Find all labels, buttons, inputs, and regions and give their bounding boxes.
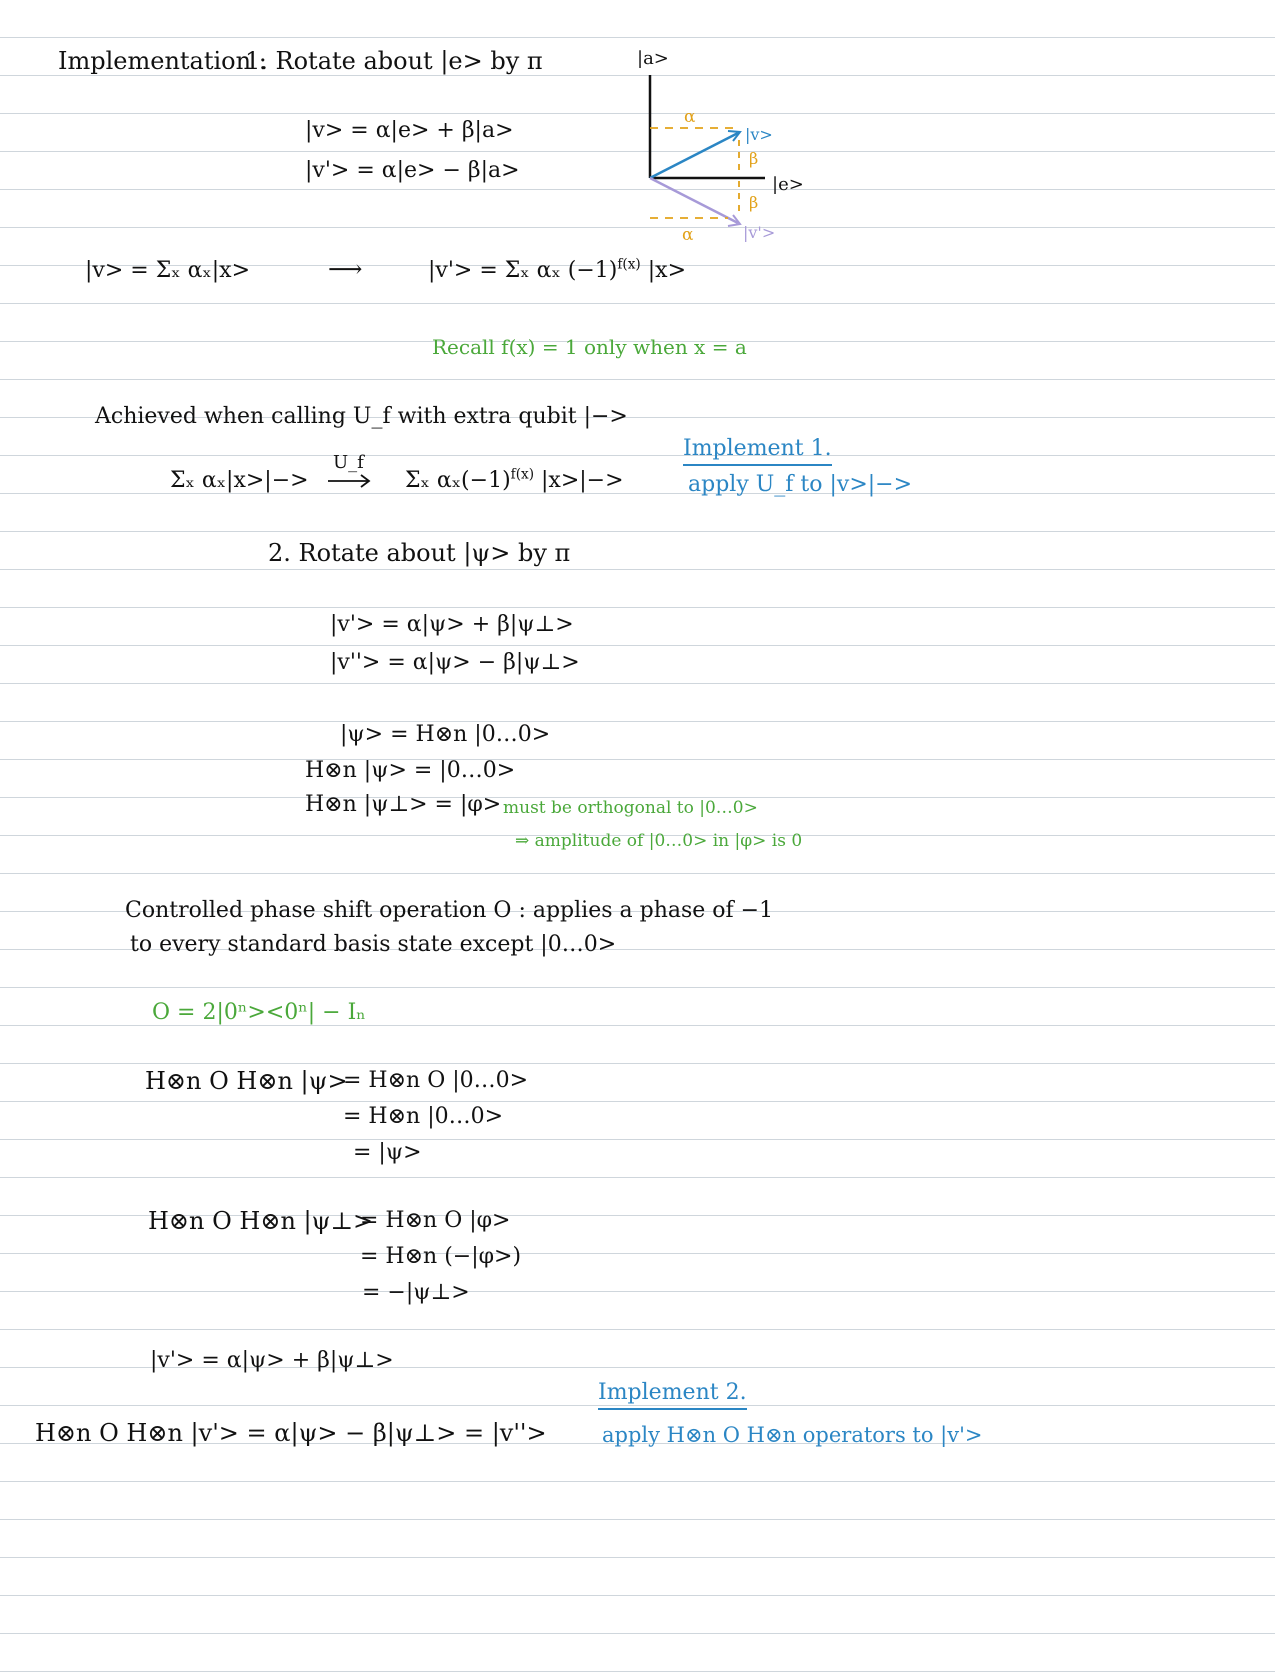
- sum-rhs: |v'> = Σₓ αₓ $(-1)^{f(x)}$ |x>: [428, 256, 686, 283]
- psi-definition: |ψ> = H⊗n |0…0>: [340, 722, 551, 747]
- axis-e-label: |e>: [772, 174, 804, 195]
- achieved-text: Achieved when calling U_f with extra qubit |−>: [95, 404, 628, 429]
- eq2-vprime: |v'> = α|ψ> + β|ψ⊥>: [330, 612, 574, 637]
- eq2-vdouble: |v''> = α|ψ> − β|ψ⊥>: [330, 650, 580, 675]
- vector-v-label: |v>: [745, 125, 773, 144]
- h-psi: H⊗n |ψ> = |0…0>: [305, 758, 516, 783]
- orthogonal-note: must be orthogonal to |0…0>: [503, 798, 758, 818]
- vector-v: [650, 133, 738, 178]
- eq-vprime: |v'> = α|e> − β|a>: [305, 158, 520, 183]
- calc-psi-step1: = H⊗n O |0…0>: [343, 1068, 529, 1093]
- final-eq-1: |v'> = α|ψ> + β|ψ⊥>: [150, 1348, 394, 1373]
- calc-perp-step1: = H⊗n O |φ>: [360, 1208, 511, 1233]
- implement-1-title: Implement 1.: [683, 436, 832, 466]
- uf-arrow-label: U_f: [333, 452, 364, 473]
- uf-lhs: Σₓ αₓ|x>|−>: [170, 468, 309, 493]
- step1-title: 1. Rotate about |e> by π: [245, 47, 543, 75]
- amplitude-note: ⇒ amplitude of |0…0> in |φ> is 0: [515, 831, 803, 851]
- alpha-bottom-label: α: [682, 225, 694, 245]
- uf-rhs: Σₓ $\alpha_x(-1)^{f(x)}$ |x>|−>: [405, 466, 624, 493]
- phase-line-1: Controlled phase shift operation O : applies a phase of −1: [125, 898, 774, 923]
- recall-note: Recall f(x) = 1 only when x = a: [432, 335, 747, 359]
- calc-psi-step2: = H⊗n |0…0>: [343, 1104, 504, 1129]
- axis-a-label: |a>: [637, 48, 669, 69]
- map-arrow: ⟶: [328, 255, 363, 283]
- eq-v: |v> = α|e> + β|a>: [305, 118, 514, 143]
- implement-2-body: apply H⊗n O H⊗n operators to |v'>: [602, 1423, 983, 1447]
- alpha-top-label: α: [684, 107, 696, 127]
- beta-top-label: β: [749, 149, 759, 168]
- calc-perp-step3: = −|ψ⊥>: [362, 1280, 470, 1305]
- implementation-header: Implementation :: [58, 47, 267, 75]
- implement-2-title: Implement 2.: [598, 1380, 747, 1410]
- calc-psi-step3: = |ψ>: [353, 1140, 422, 1165]
- vector-vprime-label: |v'>: [743, 223, 776, 242]
- phase-line-2: to every standard basis state except |0…0>: [130, 932, 617, 957]
- step2-title: 2. Rotate about |ψ> by π: [268, 539, 571, 567]
- vector-vprime: [650, 178, 738, 223]
- calc-perp-lhs: H⊗n O H⊗n |ψ⊥>: [148, 1207, 374, 1235]
- beta-bottom-label: β: [749, 193, 759, 212]
- implement-1-body: apply U_f to |v>|−>: [688, 472, 913, 497]
- h-psi-perp: H⊗n |ψ⊥> = |φ>: [305, 792, 502, 817]
- phase-definition: O = 2|0ⁿ><0ⁿ| − Iₙ: [152, 1000, 366, 1025]
- sum-lhs: |v> = Σₓ αₓ|x>: [85, 258, 250, 283]
- final-eq-2: H⊗n O H⊗n |v'> = α|ψ> − β|ψ⊥> = |v''>: [35, 1419, 547, 1447]
- calc-perp-step2: = H⊗n (−|φ>): [360, 1244, 522, 1269]
- calc-psi-lhs: H⊗n O H⊗n |ψ>: [145, 1067, 348, 1095]
